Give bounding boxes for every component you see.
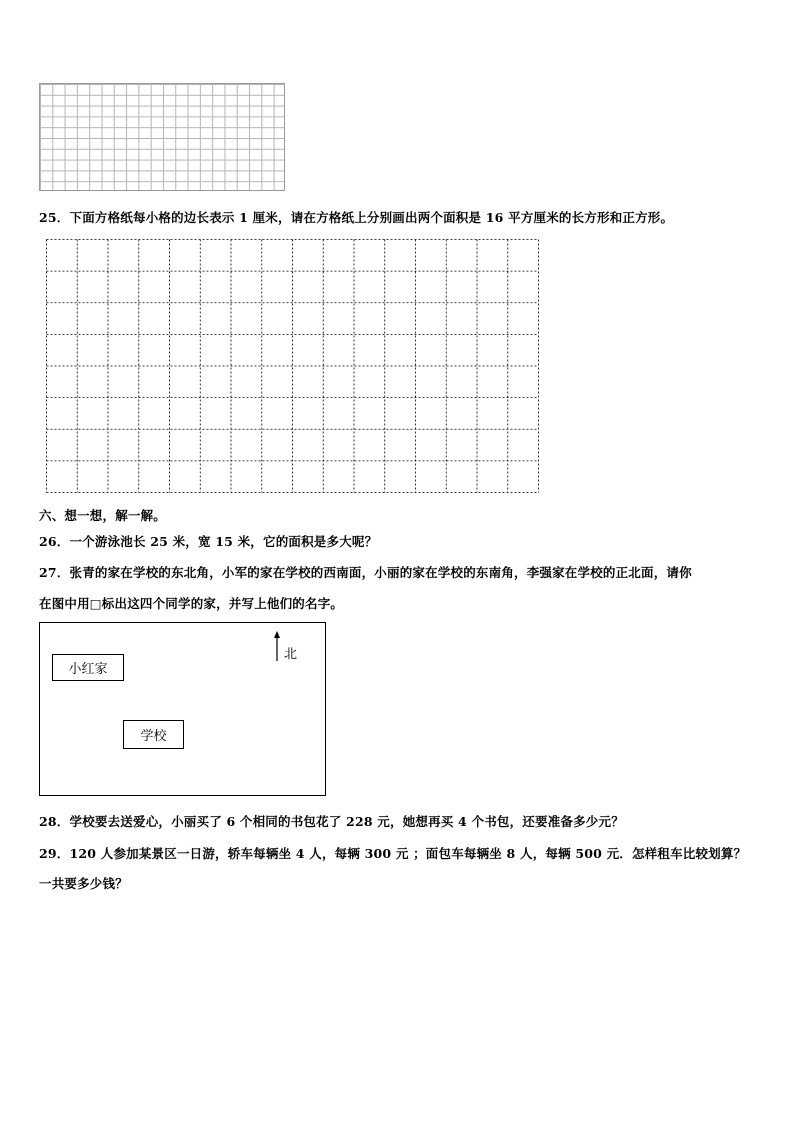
xiaohong-home-box <box>52 654 124 681</box>
grid-paper-small <box>39 83 285 191</box>
section-6-heading: 六、想一想，解一解。 <box>39 508 167 523</box>
question-26-text: 26．一个游泳池长 25 米，宽 15 米，它的面积是多大呢？ <box>39 534 378 549</box>
north-label: 北 <box>284 647 298 662</box>
question-29-line-2: 一共要多少钱？ <box>39 876 128 891</box>
school-label: 学校 <box>140 729 167 744</box>
school-box <box>123 720 184 749</box>
grid-paper-dashed[interactable] <box>46 239 539 493</box>
question-25-text: 25．下面方格纸每小格的边长表示 1 厘米，请在方格纸上分别画出两个面积是 16 平方厘米的长方形和正方形。 <box>39 210 674 225</box>
question-29-line-1: 29．120 人参加某景区一日游，轿车每辆坐 4 人，每辆 300 元 ；面包车每辆坐 8 人，每辆 500 元．怎样租车比较划算？ <box>39 846 747 861</box>
direction-map[interactable] <box>39 622 326 796</box>
xiaohong-home-label: 小红家 <box>68 662 108 677</box>
question-28-text: 28．学校要去送爱心，小丽买了 6 个相同的书包花了 228 元，她想再买 4 个书包，还要准备多少元？ <box>39 814 624 829</box>
north-arrow-icon <box>271 631 283 661</box>
question-27-line-2: 在图中用□标出这四个同学的家，并写上他们的名字。 <box>39 596 344 611</box>
question-27-line-1: 27．张青的家在学校的东北角，小军的家在学校的西南面，小丽的家在学校的东南角，李强家在学校的正北面，请你 <box>39 565 692 580</box>
